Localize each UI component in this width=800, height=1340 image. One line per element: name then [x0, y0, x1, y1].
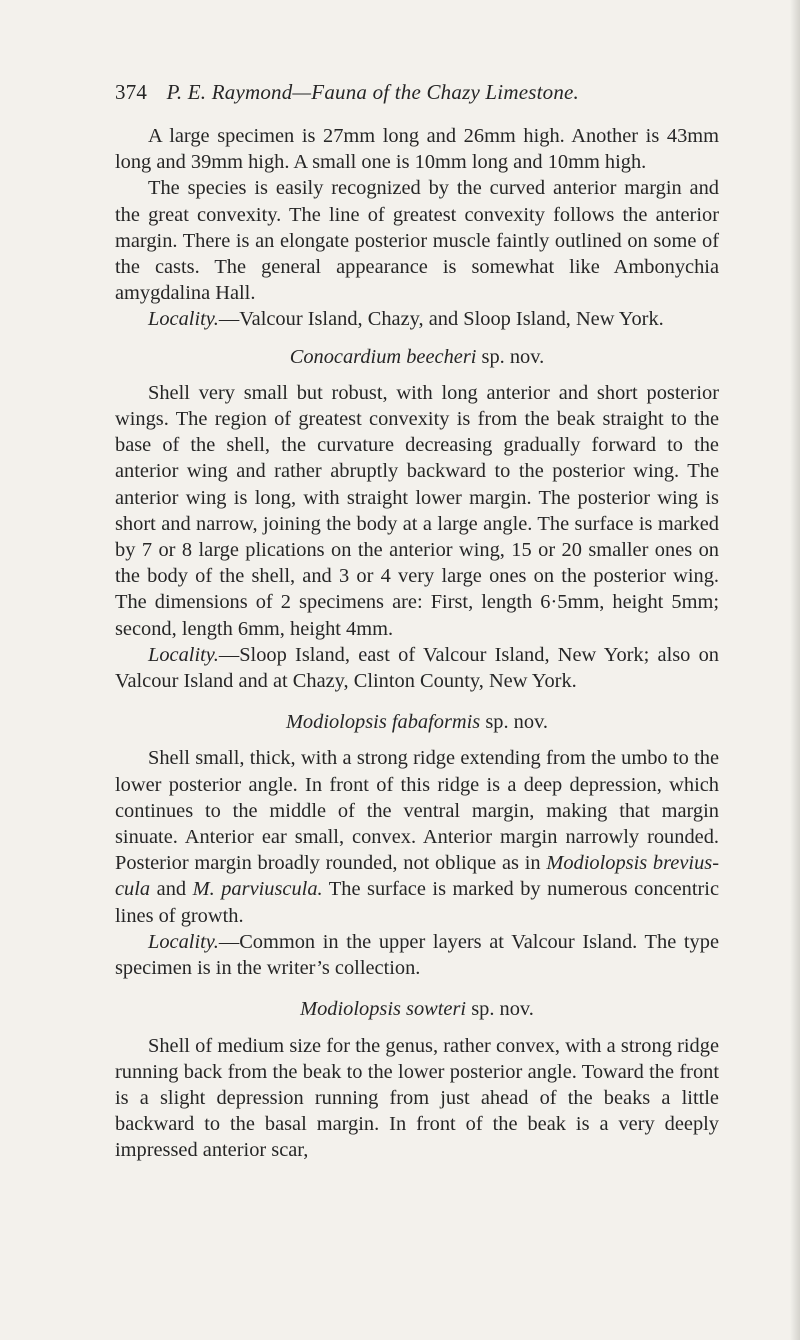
paragraph-conocardium: Shell very small but robust, with long anterior and short posterior wings. The region of greatest convexity is from the beak straight to the base of the shell, the curvature decreasing gradually forward to the anterior wing and rather abruptly backward to the posterior wing. The anterior wing is long, with straight lower margin. The posterior wing is short and narrow, joining the body at a large angle. The surface is marked by 7 or 8 large plications on the anterior wing, 15 or 20 smaller ones on the body of the shell, and 3 or 4 very large ones on the posterior wing. The dimensions of 2 specimens are: First, length 6·5mm, height 5mm; second, length 6mm, height 4mm.	[115, 381, 719, 640]
paragraph-fabaformis	[115, 745, 719, 928]
locality-text: —Valcour Island, Chazy, and Sloop Island, New York.	[218, 308, 664, 331]
locality-text: —Common in the upper layers at Valcour Island. The type specimen is in the writer’s collection.	[115, 930, 719, 980]
locality-label: Locality.	[148, 308, 219, 331]
text-run: The surface is marked by numerous concentric lines of growth.	[115, 878, 720, 927]
page-number: 374	[115, 80, 148, 104]
species-name: Modiolopsis fabaformis	[285, 711, 481, 734]
paragraph-description	[115, 175, 719, 306]
species-suffix: sp. nov.	[480, 711, 549, 734]
paragraph-locality	[115, 306, 719, 332]
paragraph-locality	[115, 642, 719, 694]
species-heading-fabaformis	[115, 709, 719, 735]
page-body	[115, 123, 719, 1164]
species-suffix: sp. nov.	[466, 998, 534, 1021]
taxon-name: Modiolopsis brevius-cula	[115, 852, 719, 901]
description-text: The species is easily recognized by the curved anterior margin and the great convexity. The line of greatest convexity follows the anterior margin. There is an elongate posterior muscle faintly outlined on some of the casts. The general appearance is somewhat like Ambonychia amygdalina Hall.	[115, 177, 719, 305]
text-run: Shell small, thick, with a strong ridge extending from the umbo to the lower posterior angle. In front of this ridge is a deep depression, which continues to the middle of the ventral margin, making that margin sinuate. Anterior ear small, convex. Anterior margin narrowly rounded. Posterior margin broadly rounded, not oblique as in	[115, 747, 719, 875]
text-run: and	[150, 878, 193, 901]
page-edge-shadow	[790, 0, 800, 1340]
running-title: P. E. Raymond—Fauna of the Chazy Limestone.	[166, 80, 579, 104]
species-heading-conocardium	[115, 344, 719, 370]
locality-text: —Sloop Island, east of Valcour Island, New York; also on Valcour Island and at Chazy, Clinton County, New York.	[115, 643, 719, 693]
locality-label: Locality.	[148, 930, 219, 953]
taxon-name: M. parviuscula.	[192, 878, 323, 901]
species-name: Conocardium beecheri	[289, 345, 477, 368]
paragraph-sowteri: Shell of medium size for the genus, rather convex, with a strong ridge running back from the beak to the lower posterior angle. Toward the front is a slight depression running from just ahead of the beaks a little backward to the basal margin. In front of the beak is a very deeply impressed anterior scar,	[115, 1034, 719, 1162]
species-suffix: sp. nov.	[476, 345, 545, 368]
paragraph-measurements: A large specimen is 27mm long and 26mm high. Another is 43mm long and 39mm high. A small one is 10mm long and 10mm high.	[115, 125, 719, 174]
species-heading-sowteri	[115, 996, 719, 1022]
species-name: Modiolopsis sowteri	[300, 998, 467, 1021]
locality-label: Locality.	[148, 643, 219, 666]
paragraph-locality	[115, 929, 719, 981]
running-header	[115, 80, 715, 105]
